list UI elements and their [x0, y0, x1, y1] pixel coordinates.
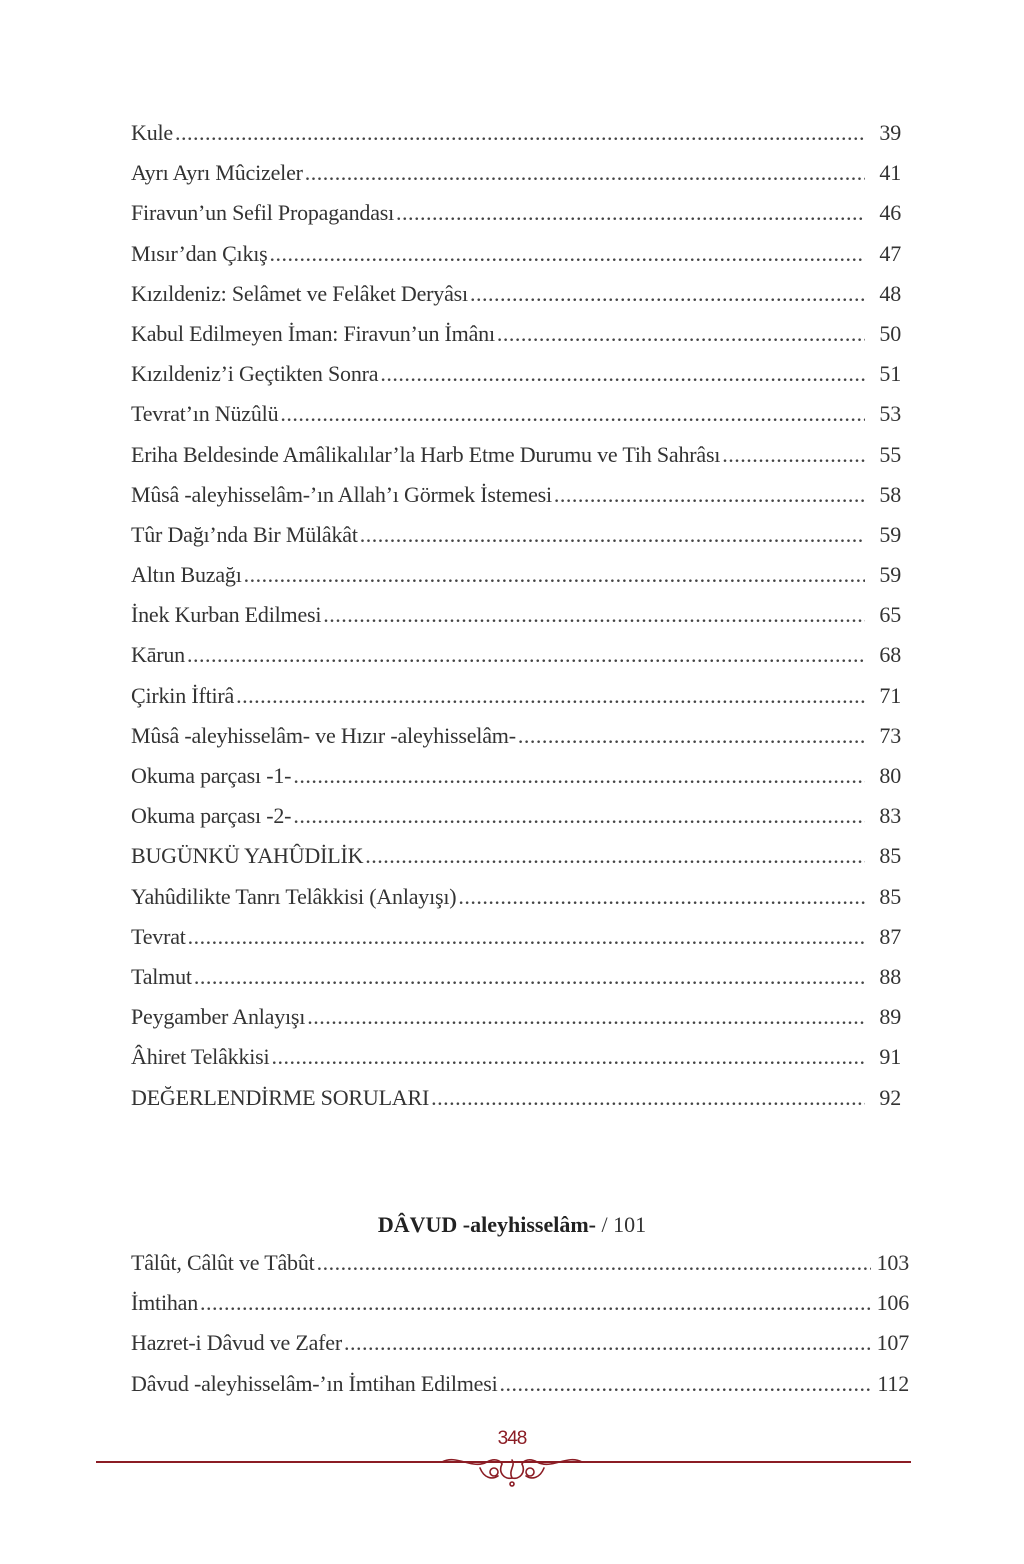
flourish-ornament-icon [432, 1448, 592, 1488]
toc-entry-title: Âhiret Telâkkisi [131, 1044, 270, 1070]
toc-entry-page: 55 [879, 441, 901, 467]
section-title: DÂVUD -aleyhisselâm- [377, 1212, 597, 1237]
toc-entry-page: 92 [879, 1084, 901, 1110]
toc-entry [131, 1044, 901, 1084]
toc-entry [131, 723, 901, 763]
dot-leader [360, 522, 865, 548]
dot-leader [431, 1085, 865, 1111]
toc-entry-title: İnek Kurban Edilmesi [131, 602, 322, 628]
toc-entry-title: Kabul Edilmeyen İman: Firavun’un İmânı [131, 320, 495, 346]
toc-entry [131, 281, 901, 321]
table-of-contents-part-2 [131, 1250, 909, 1411]
toc-entry-title: Kızıldeniz’i Geçtikten Sonra [131, 361, 379, 387]
section-heading [0, 1212, 1024, 1238]
toc-entry-title: Mısır’dan Çıkış [131, 240, 268, 266]
toc-entry-title: Dâvud -aleyhisselâm-’ın İmtihan Edilmesi [131, 1370, 498, 1396]
section-separator: / [596, 1212, 614, 1237]
toc-entry-page: 112 [877, 1370, 909, 1396]
toc-entry [131, 401, 901, 441]
toc-entry-page: 48 [879, 280, 901, 306]
toc-entry-page: 46 [879, 200, 901, 226]
dot-leader [270, 241, 865, 267]
dot-leader [200, 1290, 871, 1316]
toc-entry [131, 1250, 909, 1290]
toc-entry [131, 1330, 909, 1370]
toc-entry [131, 361, 901, 401]
toc-entry-page: 89 [879, 1004, 901, 1030]
toc-entry-page: 47 [879, 240, 901, 266]
toc-entry-title: Ayrı Ayrı Mûcizeler [131, 160, 303, 186]
toc-entry-title: Okuma parçası -2- [131, 803, 292, 829]
dot-leader [293, 803, 865, 829]
dot-leader [271, 1044, 865, 1070]
toc-entry [131, 321, 901, 361]
toc-entry-page: 59 [879, 521, 901, 547]
toc-entry-title: BUGÜNKÜ YAHÛDİLİK [131, 843, 364, 869]
dot-leader [554, 482, 865, 508]
dot-leader [307, 1004, 865, 1030]
toc-entry [131, 1290, 909, 1330]
toc-entry-page: 91 [879, 1044, 901, 1070]
toc-entry [131, 200, 901, 240]
dot-leader [380, 361, 865, 387]
toc-entry-title: Yahûdilikte Tanrı Telâkkisi (Anlayışı) [131, 883, 457, 909]
toc-entry-title: Kārun [131, 642, 185, 668]
toc-entry-page: 71 [879, 682, 901, 708]
dot-leader [323, 602, 865, 628]
dot-leader [497, 321, 865, 347]
toc-entry-title: Kızıldeniz: Selâmet ve Felâket Deryâsı [131, 280, 468, 306]
dot-leader [518, 723, 865, 749]
toc-entry-page: 106 [876, 1290, 909, 1316]
dot-leader [722, 442, 865, 468]
toc-entry-title: Mûsâ -aleyhisselâm- ve Hızır -aleyhisselâm- [131, 722, 516, 748]
dot-leader [293, 763, 865, 789]
toc-entry-title: DEĞERLENDİRME SORULARI [131, 1084, 430, 1110]
section-page-number: 101 [613, 1212, 647, 1237]
toc-entry-title: İmtihan [131, 1290, 199, 1316]
toc-entry-title: Okuma parçası -1- [131, 763, 292, 788]
toc-entry [131, 1004, 901, 1044]
toc-entry [131, 683, 901, 723]
toc-entry-page: 51 [879, 361, 901, 387]
toc-entry-title: Tevrat [131, 923, 186, 949]
toc-entry [131, 803, 901, 843]
footer-page-number: 348 [497, 1428, 527, 1449]
toc-entry-title: Tâlût, Câlût ve Tâbût [131, 1250, 315, 1275]
dot-leader [244, 562, 865, 588]
toc-entry [131, 843, 901, 883]
toc-entry-title: Hazret-i Dâvud ve Zafer [131, 1330, 342, 1356]
toc-entry-page: 80 [879, 763, 901, 788]
toc-entry-page: 73 [879, 722, 901, 748]
dot-leader [317, 1250, 871, 1276]
toc-entry [131, 160, 901, 200]
toc-entry-page: 53 [879, 401, 901, 427]
table-of-contents-part-1 [131, 120, 901, 1125]
toc-entry [131, 562, 901, 602]
toc-entry [131, 241, 901, 281]
dot-leader [188, 924, 865, 950]
toc-entry-title: Eriha Beldesinde Amâlikalılar’la Harb Etme Durumu ve Tih Sahrâsı [131, 441, 721, 467]
toc-entry [131, 120, 901, 160]
toc-entry-title: Çirkin İftirâ [131, 682, 235, 708]
toc-entry-title: Kule [131, 120, 173, 145]
toc-entry-title: Altın Buzağı [131, 562, 242, 588]
dot-leader [365, 843, 865, 869]
toc-entry-title: Mûsâ -aleyhisselâm-’ın Allah’ı Görmek İstemesi [131, 481, 552, 507]
dot-leader [500, 1371, 872, 1397]
toc-entry [131, 602, 901, 642]
toc-entry-page: 87 [879, 923, 901, 949]
toc-entry [131, 442, 901, 482]
toc-entry [131, 964, 901, 1004]
toc-entry [131, 884, 901, 924]
toc-entry-page: 103 [876, 1250, 909, 1275]
dot-leader [280, 401, 865, 427]
toc-entry-page: 83 [879, 803, 901, 829]
toc-entry-page: 88 [879, 963, 901, 989]
toc-entry-page: 59 [879, 562, 901, 588]
toc-entry-page: 85 [879, 883, 901, 909]
toc-entry-title: Tevrat’ın Nüzûlü [131, 401, 279, 427]
dot-leader [396, 200, 865, 226]
toc-entry [131, 763, 901, 803]
toc-entry [131, 522, 901, 562]
toc-entry-page: 50 [879, 320, 901, 346]
toc-entry [131, 482, 901, 522]
toc-entry-page: 41 [879, 160, 901, 186]
toc-entry-title: Talmut [131, 963, 192, 989]
dot-leader [305, 160, 865, 186]
dot-leader [458, 884, 865, 910]
dot-leader [236, 683, 865, 709]
dot-leader [344, 1330, 871, 1356]
dot-leader [470, 281, 865, 307]
toc-entry [131, 642, 901, 682]
toc-entry-title: Firavun’un Sefil Propagandası [131, 200, 395, 226]
toc-entry [131, 924, 901, 964]
toc-entry-page: 65 [879, 602, 901, 628]
toc-entry-page: 58 [879, 481, 901, 507]
dot-leader [175, 120, 865, 146]
toc-entry-page: 85 [879, 843, 901, 869]
toc-entry [131, 1371, 909, 1411]
dot-leader [187, 642, 865, 668]
toc-entry-page: 39 [879, 120, 901, 145]
toc-entry-title: Tûr Dağı’nda Bir Mülâkât [131, 521, 358, 547]
toc-entry-page: 68 [879, 642, 901, 668]
toc-entry-title: Peygamber Anlayışı [131, 1004, 306, 1030]
toc-entry-page: 107 [876, 1330, 909, 1356]
toc-entry [131, 1085, 901, 1125]
dot-leader [194, 964, 865, 990]
